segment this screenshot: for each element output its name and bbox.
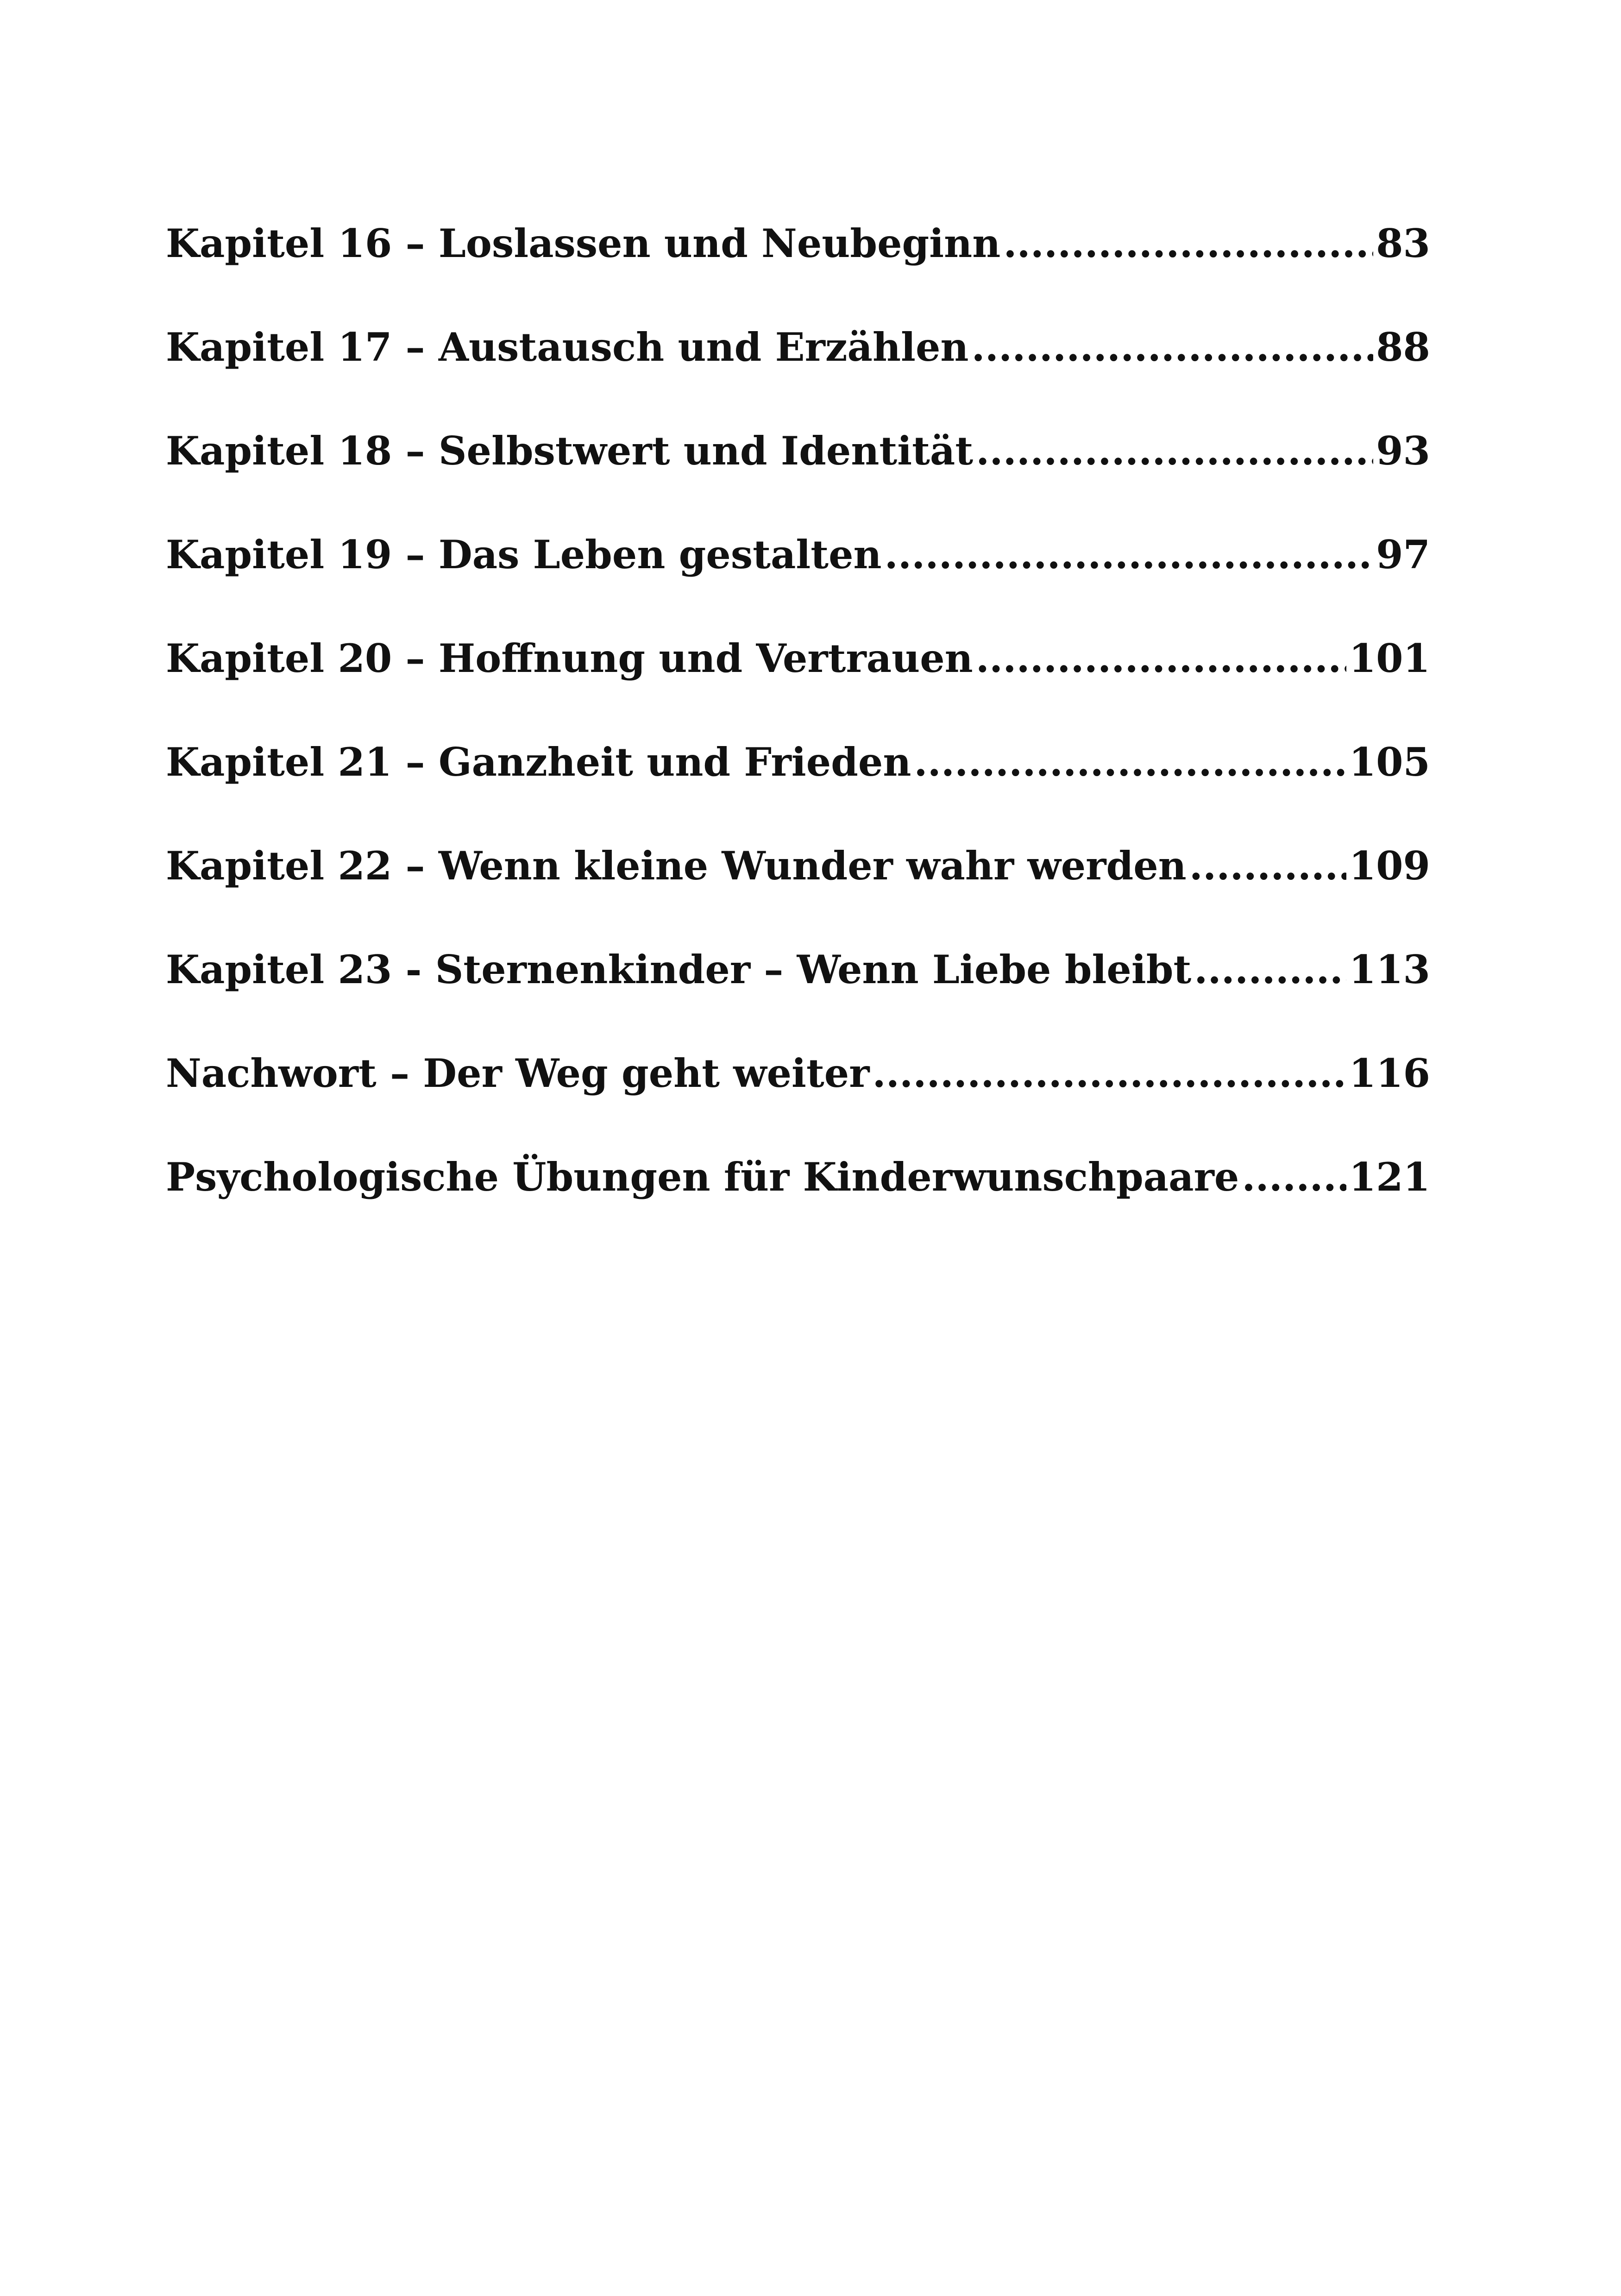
toc-entry-title: Kapitel 21 – Ganzheit und Frieden	[166, 739, 911, 785]
toc-entry-kapitel-18[interactable]	[166, 425, 1430, 529]
toc-entry-kapitel-20[interactable]	[166, 633, 1430, 736]
toc-entry-page-number: 101	[1349, 635, 1430, 681]
toc-entry-page-number: 113	[1349, 947, 1430, 992]
dot-leader	[1242, 1151, 1346, 1203]
toc-entry-kapitel-22[interactable]	[166, 840, 1430, 944]
dot-leader	[914, 736, 1346, 788]
toc-entry-page-number: 105	[1349, 739, 1430, 785]
dot-leader	[1189, 840, 1346, 892]
toc-entry-kapitel-19[interactable]	[166, 529, 1430, 633]
toc-entry-page-number: 109	[1349, 843, 1430, 889]
toc-entry-page-number: 93	[1376, 428, 1430, 474]
dot-leader	[1194, 944, 1346, 996]
dot-leader	[1003, 218, 1373, 270]
toc-entry-title: Kapitel 16 – Loslassen und Neubeginn	[166, 220, 1001, 266]
toc-entry-title: Kapitel 23 - Sternenkinder – Wenn Liebe bleibt	[166, 947, 1192, 992]
toc-entry-kapitel-16[interactable]	[166, 218, 1430, 321]
dot-leader	[976, 633, 1346, 684]
toc-entry-title: Kapitel 20 – Hoffnung und Vertrauen	[166, 635, 973, 681]
toc-entry-title: Psychologische Übungen für Kinderwunschpaare	[166, 1154, 1239, 1200]
toc-entry-page-number: 116	[1349, 1050, 1430, 1096]
toc-entry-title: Kapitel 22 – Wenn kleine Wunder wahr werden	[166, 843, 1187, 889]
dot-leader	[971, 321, 1373, 373]
toc-entry-kapitel-17[interactable]	[166, 321, 1430, 425]
toc-entry-nachwort[interactable]	[166, 1048, 1430, 1151]
toc-entry-kapitel-21[interactable]	[166, 736, 1430, 840]
dot-leader	[885, 529, 1374, 581]
toc-entry-title: Kapitel 18 – Selbstwert und Identität	[166, 428, 974, 474]
toc-entry-page-number: 97	[1376, 532, 1430, 577]
toc-entry-kapitel-23[interactable]	[166, 944, 1430, 1048]
toc-entry-page-number: 83	[1376, 220, 1430, 266]
dot-leader	[976, 425, 1373, 477]
table-of-contents	[166, 218, 1430, 1255]
toc-entry-title: Kapitel 19 – Das Leben gestalten	[166, 532, 882, 577]
toc-entry-uebungen[interactable]	[166, 1151, 1430, 1255]
toc-entry-title: Nachwort – Der Weg geht weiter	[166, 1050, 870, 1096]
toc-entry-page-number: 88	[1376, 324, 1430, 370]
dot-leader	[872, 1048, 1346, 1099]
toc-entry-title: Kapitel 17 – Austausch und Erzählen	[166, 324, 969, 370]
toc-entry-page-number: 121	[1349, 1154, 1430, 1200]
